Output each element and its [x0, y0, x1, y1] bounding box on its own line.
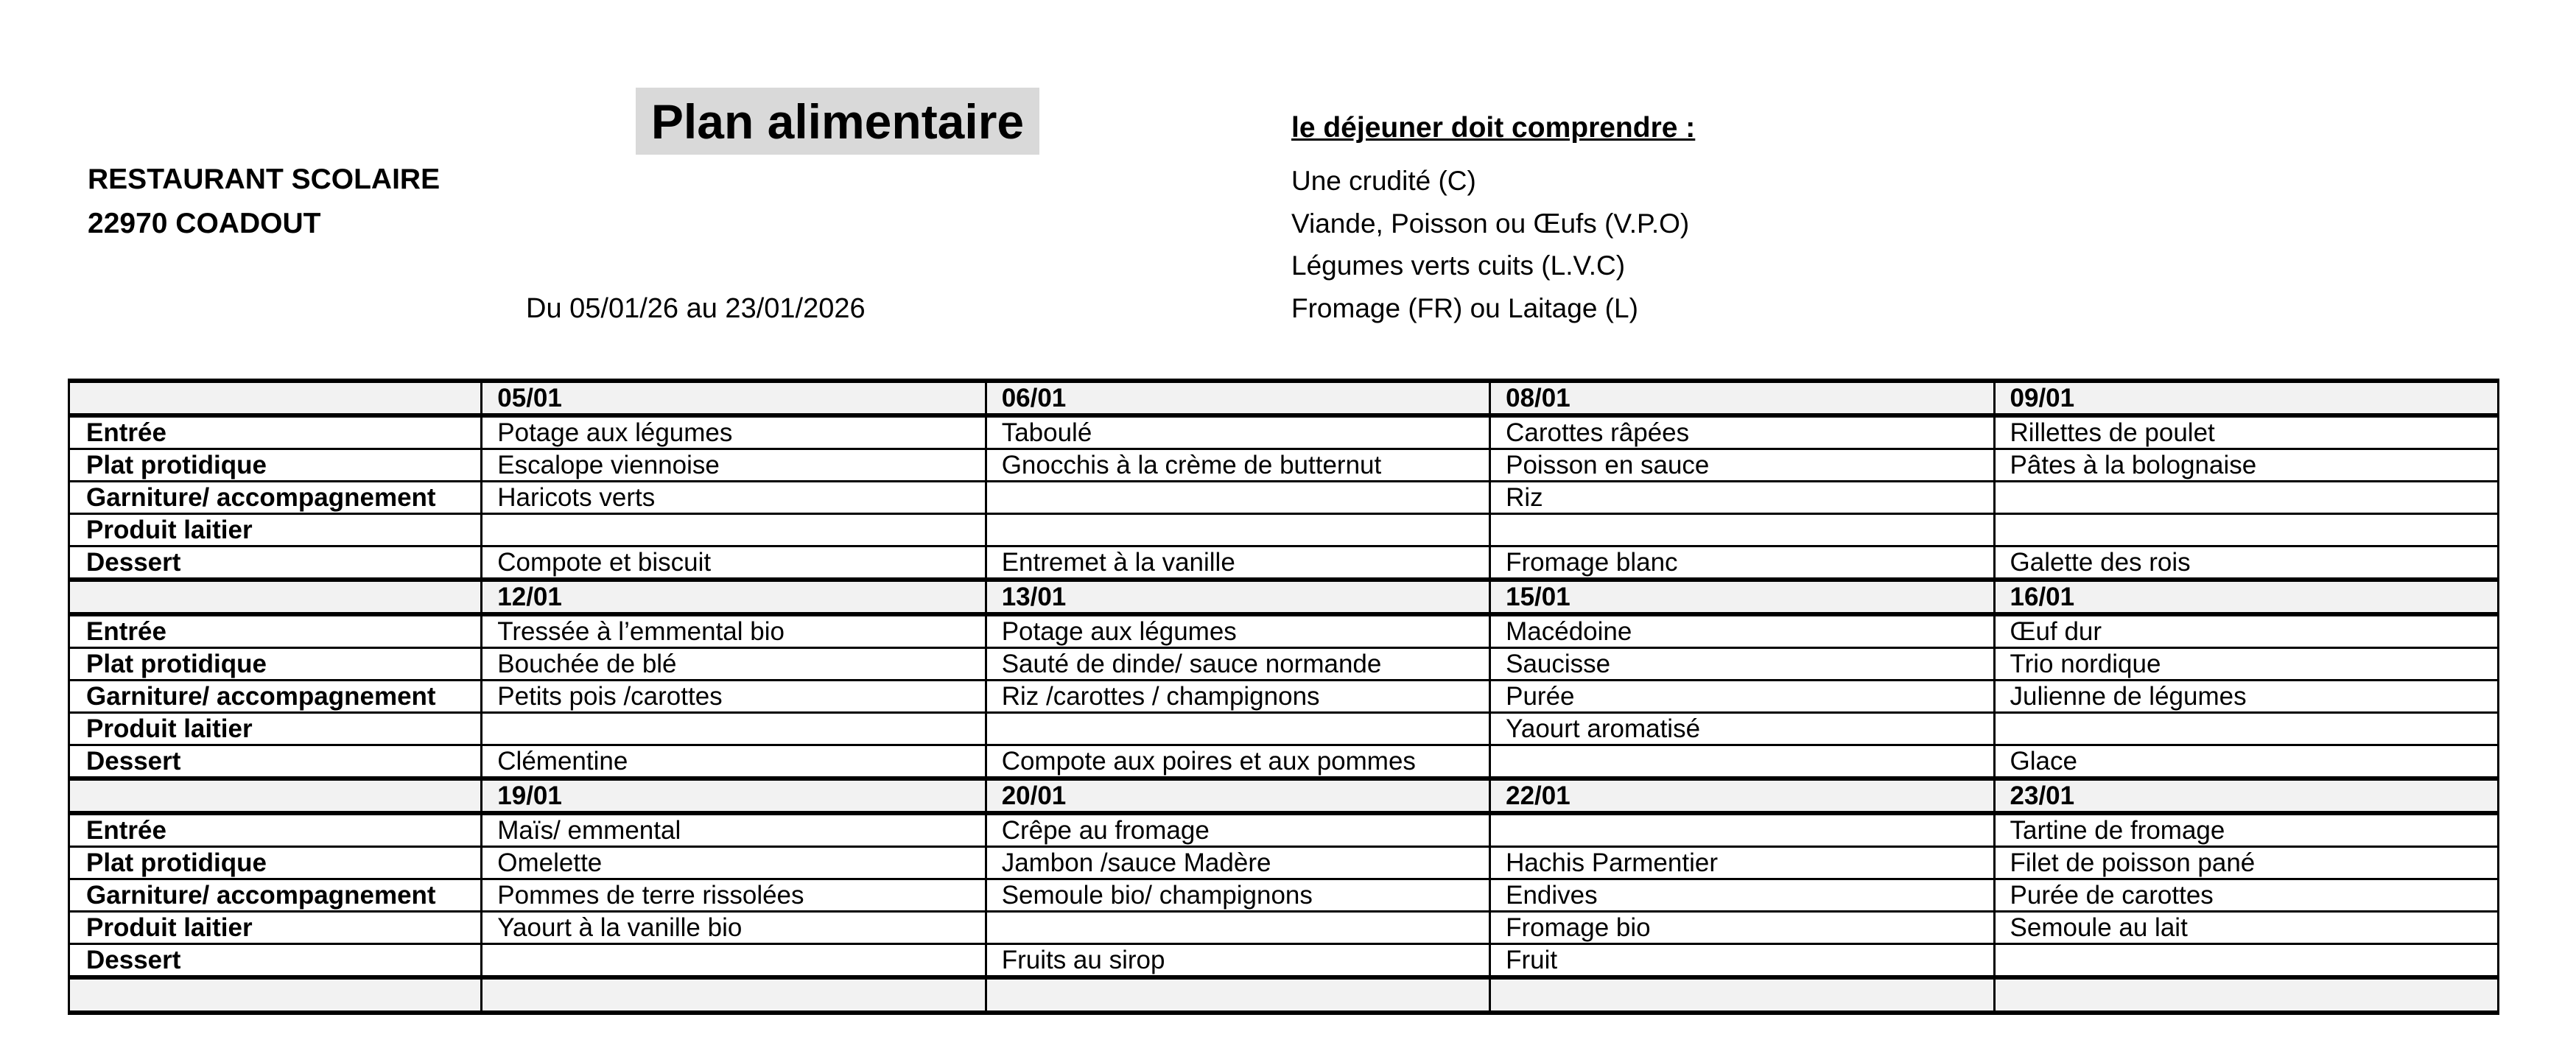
- menu-cell: Petits pois /carottes: [482, 681, 986, 713]
- empty-cell: [986, 977, 1489, 1013]
- menu-cell: Potage aux légumes: [986, 614, 1489, 648]
- row-label: Garniture/ accompagnement: [69, 681, 482, 713]
- menu-cell: Crêpe au fromage: [986, 813, 1489, 847]
- menu-cell: Galette des rois: [1994, 546, 2498, 580]
- date-cell: 23/01: [1994, 778, 2498, 813]
- restaurant-city: 22970 COADOUT: [88, 208, 321, 239]
- menu-cell: Omelette: [482, 847, 986, 879]
- menu-cell: Taboulé: [986, 415, 1489, 449]
- date-cell: 05/01: [482, 381, 986, 415]
- row-label: Garniture/ accompagnement: [69, 879, 482, 912]
- row-label: Plat protidique: [69, 648, 482, 681]
- menu-cell: Rillettes de poulet: [1994, 415, 2498, 449]
- table-row: [69, 713, 2499, 745]
- menu-cell: Endives: [1490, 879, 1994, 912]
- date-row: [69, 580, 2499, 614]
- table-row: [69, 514, 2499, 546]
- menu-cell: Compote aux poires et aux pommes: [986, 745, 1489, 779]
- requirement-item: Viande, Poisson ou Œufs (V.P.O): [1291, 208, 1690, 239]
- menu-cell: Riz: [1490, 482, 1994, 514]
- date-row: [69, 778, 2499, 813]
- row-label: Produit laitier: [69, 713, 482, 745]
- row-label: Entrée: [69, 813, 482, 847]
- menu-cell: Pommes de terre rissolées: [482, 879, 986, 912]
- table-row: [69, 847, 2499, 879]
- table-row: [69, 745, 2499, 779]
- menu-cell: [482, 514, 986, 546]
- row-label: Plat protidique: [69, 449, 482, 482]
- date-cell: 16/01: [1994, 580, 2498, 614]
- menu-cell: [986, 514, 1489, 546]
- menu-cell: [1994, 514, 2498, 546]
- date-cell: 08/01: [1490, 381, 1994, 415]
- menu-cell: Entremet à la vanille: [986, 546, 1489, 580]
- date-cell: 09/01: [1994, 381, 2498, 415]
- requirements-title: le déjeuner doit comprendre :: [1291, 112, 1696, 144]
- row-label: Dessert: [69, 944, 482, 978]
- date-cell: 13/01: [986, 580, 1489, 614]
- menu-cell: [986, 713, 1489, 745]
- date-row-label-cell: [69, 778, 482, 813]
- menu-cell: Glace: [1994, 745, 2498, 779]
- row-label: Produit laitier: [69, 912, 482, 944]
- menu-cell: [1490, 514, 1994, 546]
- row-label: Entrée: [69, 614, 482, 648]
- row-label: Entrée: [69, 415, 482, 449]
- table-row: [69, 813, 2499, 847]
- date-cell: 15/01: [1490, 580, 1994, 614]
- table-row: [69, 614, 2499, 648]
- empty-cell: [1994, 977, 2498, 1013]
- empty-footer-row: [69, 977, 2499, 1013]
- page-title: Plan alimentaire: [636, 88, 1039, 155]
- empty-cell: [1490, 977, 1994, 1013]
- table-row: [69, 879, 2499, 912]
- table-row: [69, 648, 2499, 681]
- menu-cell: Maïs/ emmental: [482, 813, 986, 847]
- date-cell: 20/01: [986, 778, 1489, 813]
- menu-cell: Hachis Parmentier: [1490, 847, 1994, 879]
- row-label: Garniture/ accompagnement: [69, 482, 482, 514]
- menu-cell: Semoule bio/ champignons: [986, 879, 1489, 912]
- menu-cell: Carottes râpées: [1490, 415, 1994, 449]
- menu-cell: Purée de carottes: [1994, 879, 2498, 912]
- date-cell: 12/01: [482, 580, 986, 614]
- menu-cell: Filet de poisson pané: [1994, 847, 2498, 879]
- menu-cell: Fromage bio: [1490, 912, 1994, 944]
- empty-cell: [482, 977, 986, 1013]
- menu-cell: Jambon /sauce Madère: [986, 847, 1489, 879]
- date-cell: 19/01: [482, 778, 986, 813]
- menu-cell: Fruits au sirop: [986, 944, 1489, 978]
- date-cell: 22/01: [1490, 778, 1994, 813]
- row-label: Produit laitier: [69, 514, 482, 546]
- menu-cell: [1994, 482, 2498, 514]
- requirement-item: Fromage (FR) ou Laitage (L): [1291, 293, 1638, 323]
- restaurant-name: RESTAURANT SCOLAIRE: [88, 164, 441, 195]
- table-row: [69, 681, 2499, 713]
- menu-cell: Saucisse: [1490, 648, 1994, 681]
- row-label: Plat protidique: [69, 847, 482, 879]
- menu-cell: Pâtes à la bolognaise: [1994, 449, 2498, 482]
- menu-cell: Fromage blanc: [1490, 546, 1994, 580]
- table-row: [69, 415, 2499, 449]
- table-row: [69, 944, 2499, 978]
- menu-cell: Potage aux légumes: [482, 415, 986, 449]
- date-row-label-cell: [69, 381, 482, 415]
- menu-cell: [1490, 813, 1994, 847]
- row-label: Dessert: [69, 546, 482, 580]
- menu-cell: Bouchée de blé: [482, 648, 986, 681]
- period-text: Du 05/01/26 au 23/01/2026: [526, 293, 866, 324]
- menu-cell: Purée: [1490, 681, 1994, 713]
- menu-cell: [482, 944, 986, 978]
- requirement-item: Légumes verts cuits (L.V.C): [1291, 250, 1626, 281]
- table-row: [69, 912, 2499, 944]
- requirement-item: Une crudité (C): [1291, 166, 1476, 196]
- menu-cell: Fruit: [1490, 944, 1994, 978]
- menu-cell: Escalope viennoise: [482, 449, 986, 482]
- menu-cell: [482, 713, 986, 745]
- menu-cell: Sauté de dinde/ sauce normande: [986, 648, 1489, 681]
- table-row: [69, 482, 2499, 514]
- menu-cell: Tartine de fromage: [1994, 813, 2498, 847]
- menu-cell: Clémentine: [482, 745, 986, 779]
- date-row-label-cell: [69, 580, 482, 614]
- menu-table: [68, 379, 2499, 1015]
- menu-cell: Tressée à l’emmental bio: [482, 614, 986, 648]
- menu-cell: [986, 482, 1489, 514]
- menu-cell: Trio nordique: [1994, 648, 2498, 681]
- date-row: [69, 381, 2499, 415]
- menu-cell: Poisson en sauce: [1490, 449, 1994, 482]
- menu-cell: [1490, 745, 1994, 779]
- row-label: Dessert: [69, 745, 482, 779]
- menu-cell: Œuf dur: [1994, 614, 2498, 648]
- table-row: [69, 449, 2499, 482]
- menu-cell: Riz /carottes / champignons: [986, 681, 1489, 713]
- menu-cell: Semoule au lait: [1994, 912, 2498, 944]
- menu-cell: Compote et biscuit: [482, 546, 986, 580]
- menu-cell: [1994, 713, 2498, 745]
- menu-cell: Macédoine: [1490, 614, 1994, 648]
- table-row: [69, 546, 2499, 580]
- menu-cell: Haricots verts: [482, 482, 986, 514]
- empty-cell: [69, 977, 482, 1013]
- menu-cell: Julienne de légumes: [1994, 681, 2498, 713]
- menu-cell: [986, 912, 1489, 944]
- menu-cell: Yaourt à la vanille bio: [482, 912, 986, 944]
- menu-cell: [1994, 944, 2498, 978]
- menu-cell: Gnocchis à la crème de butternut: [986, 449, 1489, 482]
- menu-cell: Yaourt aromatisé: [1490, 713, 1994, 745]
- date-cell: 06/01: [986, 381, 1489, 415]
